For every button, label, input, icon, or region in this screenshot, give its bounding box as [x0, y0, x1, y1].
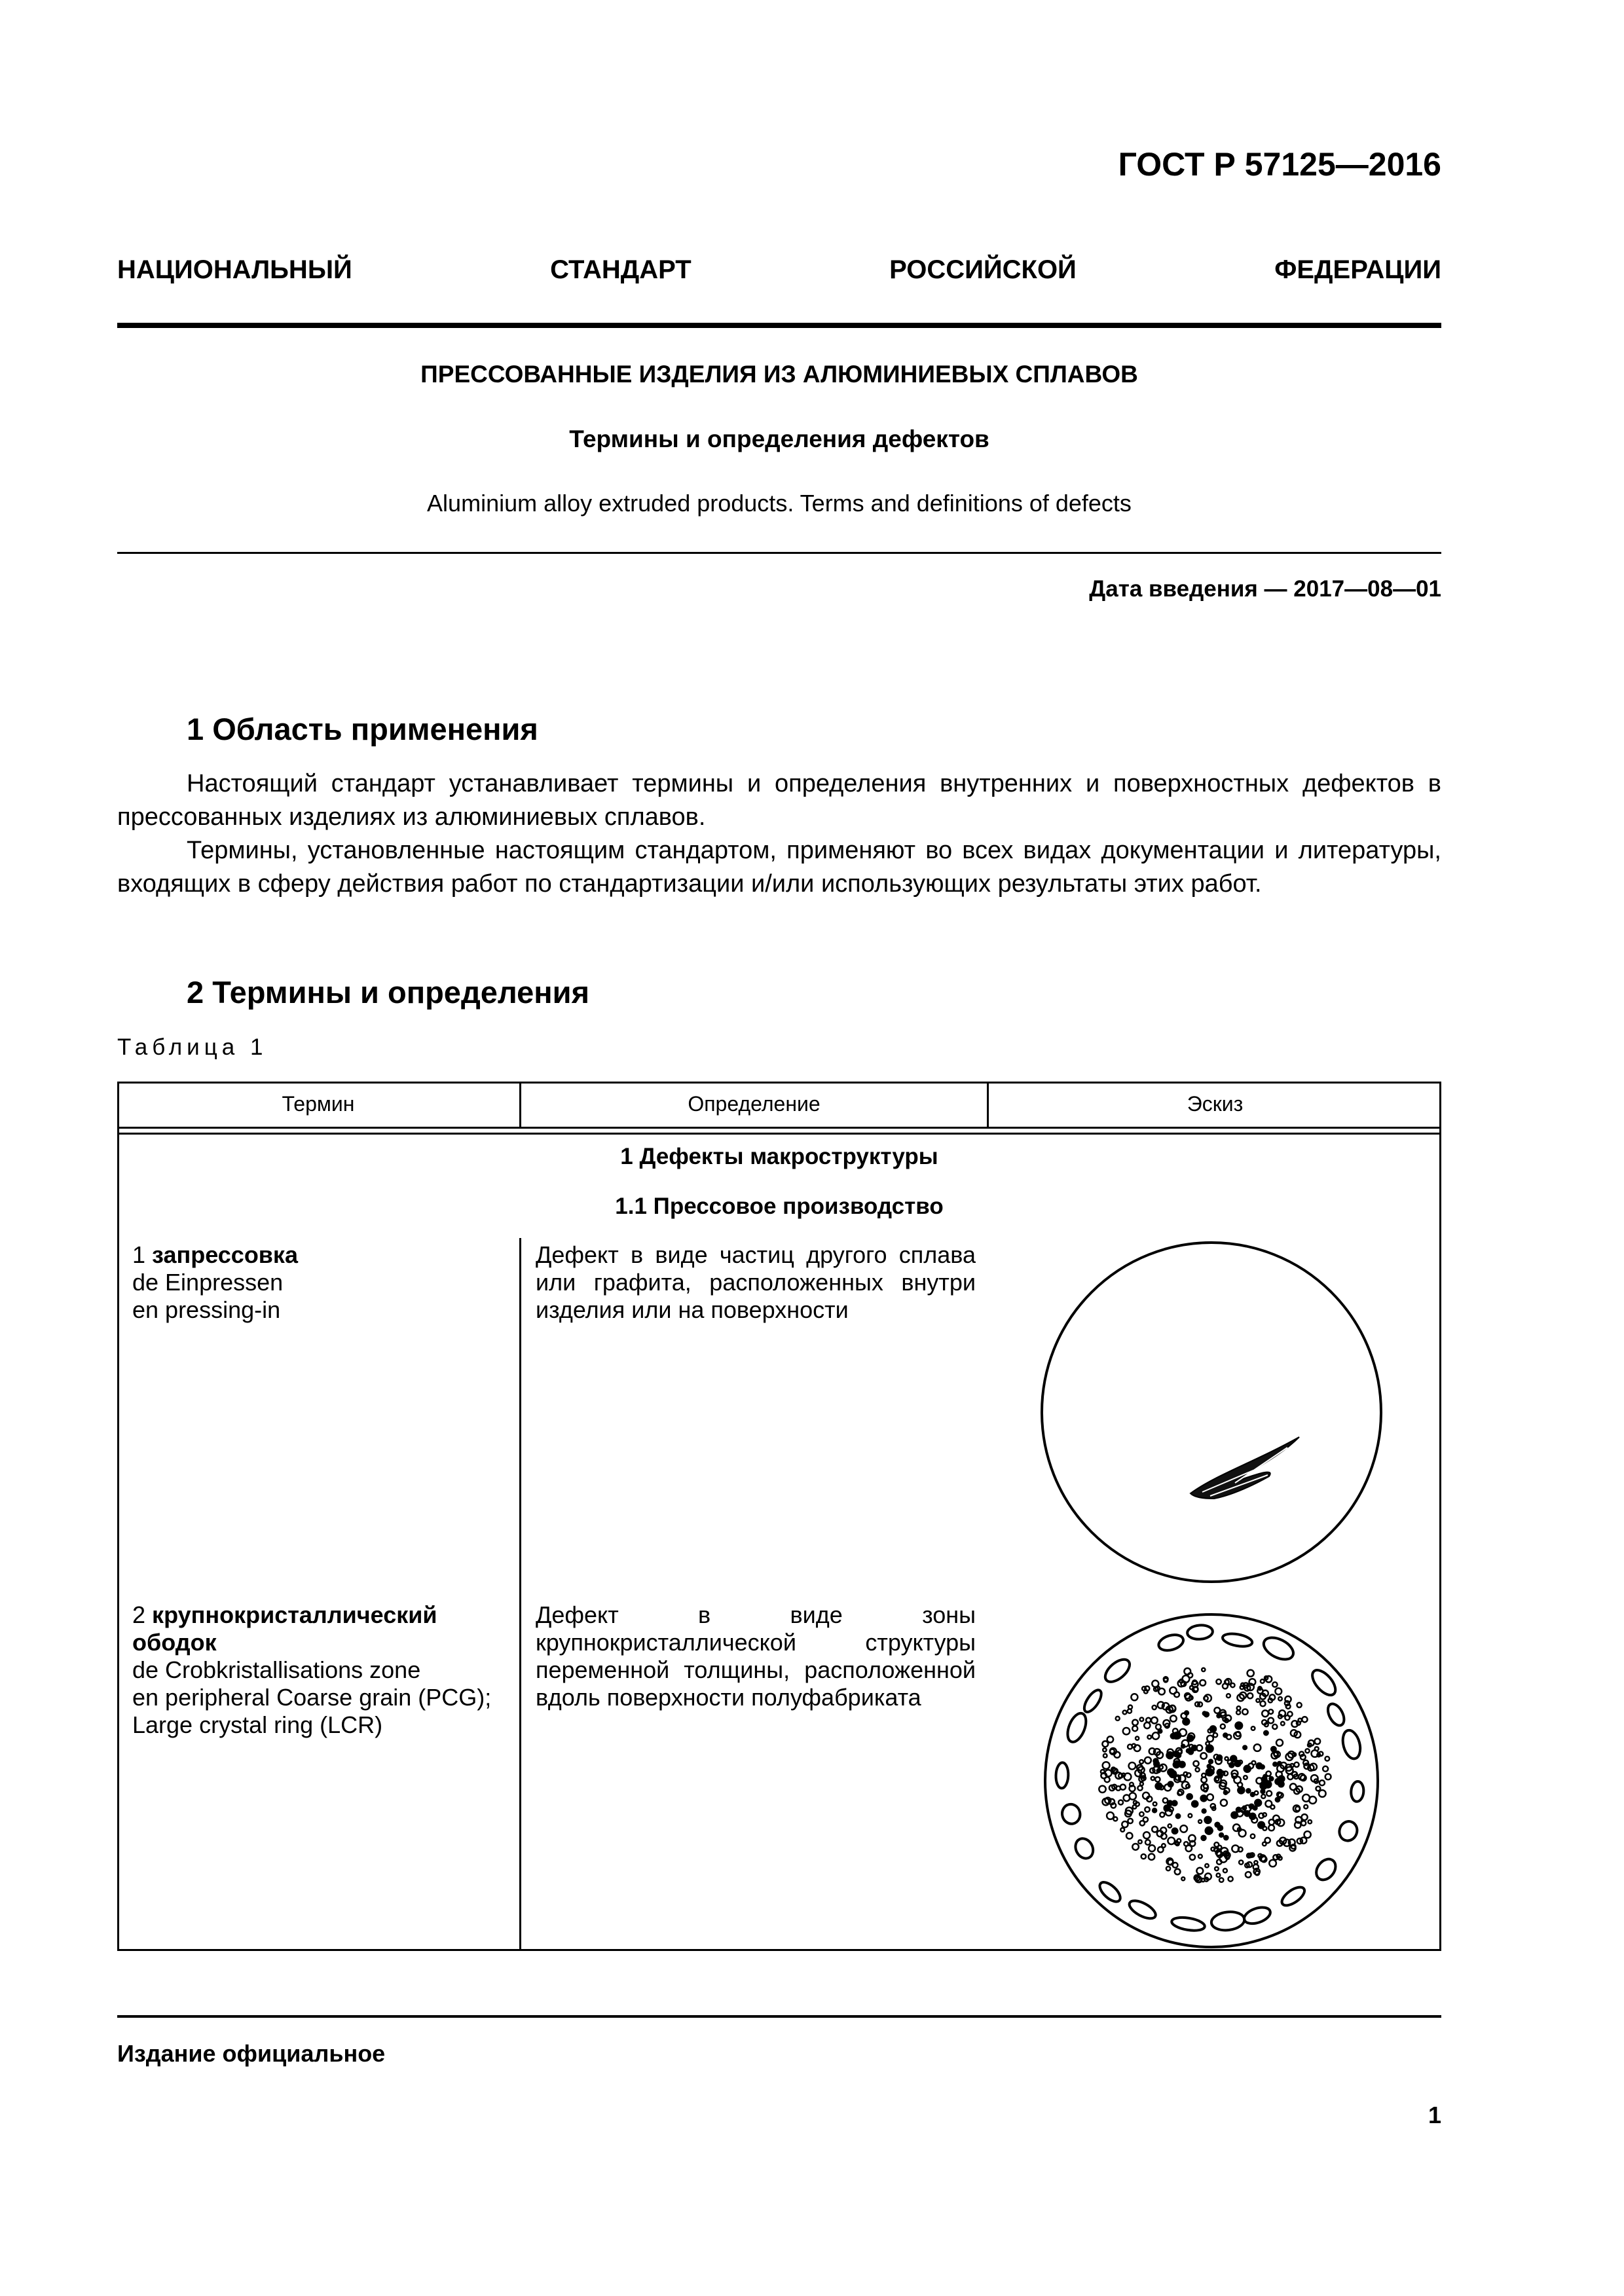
coarse-grain — [1210, 1910, 1245, 1932]
table-header-sketch: Эскиз — [1187, 1092, 1244, 1116]
fine-grain — [1200, 1753, 1206, 1758]
fine-grain — [1187, 1794, 1192, 1799]
fine-grain — [1251, 1834, 1255, 1838]
fine-grain — [1175, 1869, 1181, 1875]
fine-grain — [1266, 1791, 1272, 1796]
table-header-definition: Определение — [688, 1092, 821, 1116]
fine-grain — [1200, 1680, 1206, 1686]
fine-grain — [1193, 1761, 1198, 1766]
paragraph-text: Настоящий стандарт устанавливает термины и определения внутренних и поверхностных дефектов в прессованных изделиях из алюминиевых сплавов. — [117, 770, 1441, 831]
fine-grain — [1215, 1777, 1219, 1781]
fine-grain — [1206, 1745, 1213, 1753]
fine-grain — [1204, 1712, 1209, 1717]
fine-grain — [1184, 1772, 1188, 1776]
term-name: запрессовка — [152, 1241, 298, 1268]
fine-grain — [1295, 1806, 1300, 1811]
fine-grain — [1181, 1877, 1185, 1880]
fine-grain — [1302, 1717, 1307, 1722]
coarse-grain — [1337, 1819, 1359, 1843]
fine-grain — [1213, 1733, 1217, 1737]
coarse-grain — [1187, 1624, 1213, 1640]
fine-grain — [1164, 1677, 1168, 1681]
fine-grain — [1281, 1722, 1285, 1726]
fine-grain — [1221, 1800, 1227, 1806]
fine-grain — [1103, 1762, 1110, 1769]
fine-grain — [1172, 1801, 1177, 1806]
fine-grain — [1128, 1819, 1132, 1823]
document-subtitle: Термины и определения дефектов — [569, 426, 989, 452]
fine-grain — [1228, 1876, 1233, 1881]
fine-grain — [1215, 1823, 1220, 1827]
fine-grain — [1252, 1761, 1256, 1765]
fine-grain — [1243, 1746, 1247, 1750]
fine-grain — [1238, 1787, 1244, 1794]
fine-grain — [1138, 1840, 1141, 1844]
fine-grain — [1301, 1755, 1306, 1760]
coarse-grain — [1081, 1687, 1105, 1715]
fine-grain — [1153, 1705, 1156, 1709]
fine-grain — [1145, 1840, 1151, 1845]
fine-grain — [1269, 1860, 1276, 1867]
fine-grain — [1152, 1681, 1158, 1687]
fine-grain — [1196, 1868, 1203, 1874]
document-title-english: Aluminium alloy extruded products. Terms and definitions of defects — [427, 490, 1132, 517]
fine-grain — [1139, 1812, 1143, 1816]
fine-grain — [1234, 1777, 1240, 1783]
term-name: крупнокристаллический ободок — [132, 1601, 437, 1656]
table-header-rule — [117, 1133, 1441, 1135]
table-row-2-term — [132, 1601, 512, 1739]
fine-grain — [1137, 1786, 1142, 1791]
fine-grain — [1273, 1762, 1277, 1766]
fine-grain — [1168, 1769, 1174, 1776]
fine-grain — [1103, 1748, 1106, 1751]
fine-grain — [1180, 1825, 1187, 1832]
table-subgroup-heading: 1.1 Прессовое производство — [615, 1194, 944, 1219]
table-row-2-definition: Дефект в виде зоны крупнокристаллической структуры переменной толщины, расположенной вдоль поверхности полуфабриката — [536, 1601, 976, 1711]
fine-grain — [1263, 1842, 1266, 1846]
fine-grain — [1205, 1864, 1208, 1867]
fine-grain — [1145, 1757, 1151, 1764]
fine-grain — [1176, 1814, 1180, 1818]
fine-grain — [1132, 1726, 1137, 1731]
fine-grain — [1261, 1679, 1264, 1683]
fine-grain — [1325, 1774, 1331, 1780]
fine-grain — [1132, 1844, 1139, 1850]
fine-grain — [1189, 1814, 1192, 1818]
coarse-grain — [1350, 1781, 1364, 1802]
fine-grain — [1227, 1735, 1231, 1740]
coarse-grain-ring-icon — [1041, 1611, 1382, 1951]
fine-grain — [1227, 1694, 1230, 1698]
coarse-grain — [1056, 1762, 1069, 1789]
fine-grain — [1116, 1717, 1120, 1721]
fine-grain — [1122, 1821, 1128, 1827]
fine-grain — [1217, 1874, 1221, 1878]
fine-grain — [1275, 1688, 1282, 1695]
fine-grain — [1198, 1855, 1202, 1859]
fine-grain — [1149, 1845, 1155, 1851]
fine-grain — [1228, 1760, 1232, 1764]
table-row-1-definition: Дефект в виде частиц другого сплава или графита, расположенных внутри изделия или на поверхности — [536, 1241, 976, 1323]
fine-grain — [1247, 1693, 1253, 1698]
fine-grain — [1099, 1786, 1105, 1793]
fine-grain — [1271, 1747, 1276, 1751]
fine-grain — [1124, 1795, 1130, 1802]
fine-grain — [1202, 1774, 1206, 1777]
fine-grain — [1270, 1777, 1274, 1781]
coarse-grain — [1279, 1884, 1308, 1908]
fine-grain — [1287, 1711, 1292, 1716]
fine-grain — [1294, 1762, 1299, 1767]
fine-grain — [1261, 1795, 1265, 1798]
fine-grain — [1245, 1811, 1250, 1816]
fine-grain — [1268, 1825, 1274, 1831]
fine-grain — [1278, 1697, 1282, 1701]
fine-grain — [1158, 1688, 1165, 1695]
fine-grain — [1225, 1680, 1229, 1685]
fine-grain — [1297, 1703, 1302, 1707]
circle-with-inclusion-icon — [1039, 1239, 1384, 1585]
fine-grain — [1135, 1802, 1139, 1806]
fine-grain — [1152, 1827, 1158, 1832]
fine-grain — [1123, 1728, 1130, 1734]
fine-grain — [1156, 1724, 1161, 1730]
coarse-grain — [1312, 1855, 1339, 1884]
fine-grain — [1244, 1776, 1247, 1779]
fine-grain — [1269, 1819, 1274, 1825]
fine-grain — [1305, 1749, 1309, 1753]
fine-grain — [1192, 1801, 1198, 1807]
fine-grain — [1110, 1749, 1115, 1754]
fine-grain — [1315, 1747, 1319, 1751]
footer-rule — [117, 2015, 1441, 2018]
term-english: en pressing-in — [132, 1296, 281, 1323]
section-1-paragraph-2 — [117, 834, 1441, 901]
fine-grain — [1237, 1706, 1241, 1710]
fine-grain — [1142, 1686, 1146, 1690]
fine-grain — [1131, 1694, 1137, 1700]
fine-grain — [1239, 1830, 1246, 1837]
fine-grain — [1157, 1769, 1160, 1772]
fine-grain — [1286, 1704, 1291, 1709]
fine-grain — [1261, 1789, 1265, 1793]
coarse-grain — [1260, 1633, 1297, 1664]
fine-grain — [1239, 1861, 1243, 1865]
fine-grain — [1153, 1802, 1157, 1806]
document-code: ГОСТ Р 57125—2016 — [1118, 146, 1441, 183]
term-german: de Einpressen — [132, 1269, 284, 1296]
fine-grain — [1201, 1795, 1207, 1801]
fine-grain — [1140, 1718, 1144, 1722]
fine-grain — [1236, 1722, 1243, 1730]
fine-grain — [1209, 1760, 1213, 1764]
coarse-grain — [1127, 1897, 1158, 1922]
fine-grain — [1126, 1832, 1132, 1838]
fine-grain — [1123, 1711, 1127, 1715]
fine-grain — [1255, 1800, 1261, 1806]
fine-grain — [1185, 1711, 1189, 1715]
page-number: 1 — [1428, 2102, 1441, 2128]
fine-grain — [1132, 1720, 1138, 1726]
paragraph-text: Термины, установленные настоящим стандартом, применяют во всех видах документации и литературы, входящих в сферу действия работ по стандартизации и/или использующих результаты этих работ. — [117, 837, 1441, 898]
fine-grain — [1254, 1744, 1261, 1751]
fine-grain — [1153, 1732, 1159, 1739]
fine-grain — [1206, 1827, 1213, 1834]
fine-grain — [1183, 1719, 1189, 1725]
fine-grain — [1144, 1722, 1150, 1728]
fine-grain — [1190, 1841, 1195, 1846]
coarse-grain — [1340, 1728, 1363, 1760]
fine-grain — [1302, 1795, 1310, 1802]
fine-grain — [1181, 1745, 1185, 1748]
fine-grain — [1315, 1739, 1321, 1745]
fine-grain — [1259, 1813, 1264, 1819]
fine-grain — [1168, 1824, 1172, 1827]
fine-grain — [1168, 1838, 1175, 1845]
fine-grain — [1160, 1812, 1164, 1817]
fine-grain — [1190, 1855, 1195, 1860]
fine-grain — [1147, 1736, 1151, 1740]
fine-grain — [1210, 1726, 1216, 1732]
fine-grain — [1254, 1861, 1257, 1864]
fine-grain — [1120, 1828, 1124, 1832]
coarse-grain — [1097, 1879, 1124, 1905]
fine-grain — [1247, 1670, 1254, 1677]
fine-grain — [1223, 1772, 1228, 1776]
fine-grain — [1216, 1679, 1221, 1684]
table-header-term: Термин — [282, 1092, 355, 1116]
fine-grain — [1219, 1774, 1223, 1778]
fine-grain — [1266, 1772, 1270, 1776]
term-english-alt: Large crystal ring (LCR) — [132, 1711, 383, 1738]
fine-grain — [1151, 1777, 1154, 1780]
fine-grain — [1242, 1709, 1247, 1715]
fine-grain — [1151, 1717, 1158, 1724]
fine-grain — [1174, 1732, 1181, 1739]
coarse-grain — [1325, 1701, 1348, 1728]
fine-grain — [1219, 1833, 1223, 1837]
fine-grain — [1325, 1757, 1330, 1761]
fine-grain — [1120, 1785, 1126, 1790]
fine-grain — [1215, 1867, 1219, 1871]
fine-grain — [1253, 1806, 1257, 1810]
fine-grain — [1205, 1817, 1211, 1823]
fine-grain — [1129, 1762, 1136, 1770]
fine-grain — [1262, 1777, 1267, 1782]
fine-grain — [1172, 1829, 1177, 1834]
fine-grain — [1170, 1715, 1177, 1722]
fine-grain — [1236, 1711, 1240, 1715]
standard-banner: НАЦИОНАЛЬНЫЙ СТАНДАРТ РОССИЙСКОЙ ФЕДЕРАЦИИ — [117, 255, 1441, 284]
fine-grain — [1287, 1774, 1293, 1779]
fine-grain — [1223, 1868, 1227, 1872]
fine-grain — [1103, 1754, 1107, 1758]
fine-grain — [1149, 1854, 1154, 1860]
fine-grain — [1235, 1760, 1241, 1766]
fine-grain — [1186, 1785, 1190, 1789]
fine-grain — [1143, 1832, 1150, 1838]
fine-grain — [1163, 1798, 1168, 1802]
fine-grain — [1308, 1820, 1312, 1823]
fine-grain — [1218, 1846, 1222, 1850]
term-english: en peripheral Coarse grain (PCG); — [132, 1684, 492, 1711]
table-header-rule — [117, 1127, 1441, 1129]
table-row-1-term — [132, 1241, 512, 1324]
coarse-grain — [1064, 1711, 1090, 1745]
fine-grain — [1107, 1736, 1113, 1742]
fine-grain — [1207, 1736, 1213, 1742]
fine-grain — [1225, 1757, 1228, 1760]
table-divider — [519, 1238, 521, 1951]
fine-grain — [1261, 1701, 1266, 1706]
fine-grain — [1261, 1783, 1267, 1789]
header-rule — [117, 323, 1441, 328]
fine-grain — [1155, 1777, 1160, 1781]
fine-grain — [1214, 1848, 1217, 1851]
fine-grain — [1158, 1847, 1163, 1852]
fine-grain — [1277, 1793, 1282, 1797]
fine-grain — [1319, 1790, 1326, 1797]
fine-grain — [1304, 1805, 1308, 1809]
term-number: 1 — [132, 1241, 146, 1268]
coarse-grain — [1221, 1631, 1253, 1649]
fine-grain — [1257, 1763, 1262, 1768]
fine-grain — [1166, 1867, 1170, 1870]
fine-grain — [1145, 1807, 1149, 1812]
fine-grain — [1265, 1800, 1272, 1807]
fine-grain — [1187, 1749, 1190, 1753]
coarse-grain — [1242, 1904, 1272, 1927]
fine-grain — [1107, 1812, 1114, 1819]
term-number: 2 — [132, 1601, 146, 1628]
fine-grain — [1268, 1709, 1273, 1714]
fine-grain — [1111, 1803, 1116, 1808]
fine-grain — [1246, 1789, 1250, 1793]
fine-grain — [1255, 1791, 1259, 1795]
document-title: ПРЕССОВАННЫЕ ИЗДЕЛИЯ ИЗ АЛЮМИНИЕВЫХ СПЛАВОВ — [420, 361, 1138, 388]
fine-grain — [1206, 1769, 1213, 1776]
fine-grain — [1135, 1737, 1139, 1740]
fine-grain — [1262, 1710, 1268, 1717]
fine-grain — [1256, 1699, 1259, 1702]
fine-grain — [1278, 1762, 1281, 1765]
coarse-grain — [1157, 1632, 1185, 1653]
fine-grain — [1202, 1836, 1206, 1840]
fine-grain — [1130, 1783, 1134, 1787]
coarse-grain — [1060, 1802, 1082, 1825]
fine-grain — [1128, 1709, 1132, 1713]
fine-grain — [1202, 1809, 1206, 1813]
section-1-heading: 1 Область применения — [187, 712, 538, 746]
fine-grain — [1153, 1808, 1156, 1812]
fine-grain — [1219, 1878, 1223, 1882]
fine-grain — [1154, 1761, 1159, 1766]
fine-grain — [1272, 1724, 1277, 1729]
section-1-paragraph-1 — [117, 767, 1441, 834]
fine-grain — [1139, 1760, 1143, 1764]
introduction-date: Дата введения — 2017—08—01 — [1089, 576, 1441, 602]
fine-grain — [1128, 1745, 1132, 1749]
fine-grain — [1246, 1872, 1251, 1878]
fine-grain — [1198, 1820, 1202, 1823]
term-german: de Crobkristallisations zone — [132, 1656, 421, 1683]
fine-grain — [1176, 1753, 1181, 1757]
fine-grain — [1196, 1768, 1200, 1772]
fine-grain — [1221, 1724, 1225, 1729]
fine-grain — [1118, 1800, 1123, 1805]
fine-grain — [1276, 1740, 1283, 1746]
fine-grain — [1251, 1726, 1255, 1730]
table-caption: Таблица 1 — [117, 1034, 268, 1060]
fine-grain — [1291, 1844, 1296, 1849]
fine-grain — [1217, 1714, 1221, 1717]
fine-grain — [1264, 1731, 1268, 1735]
fine-grain — [1207, 1794, 1213, 1800]
title-rule — [117, 552, 1441, 554]
fine-grain — [1140, 1821, 1145, 1825]
fine-grain — [1141, 1854, 1146, 1859]
coarse-grain — [1101, 1655, 1134, 1686]
fine-grain — [1224, 1836, 1228, 1840]
fine-grain — [1177, 1791, 1182, 1796]
fine-grain — [1263, 1827, 1267, 1831]
coarse-grain — [1171, 1916, 1206, 1933]
edition-note: Издание официальное — [117, 2040, 386, 2067]
fine-grain — [1320, 1780, 1325, 1785]
table-group-heading: 1 Дефекты макроструктуры — [620, 1144, 938, 1169]
fine-grain — [1268, 1698, 1272, 1702]
section-2-heading: 2 Термины и определения — [187, 975, 589, 1010]
fine-grain — [1268, 1718, 1274, 1724]
coarse-grain — [1072, 1836, 1096, 1862]
fine-grain — [1272, 1682, 1277, 1686]
fine-grain — [1202, 1668, 1205, 1671]
fine-grain — [1184, 1668, 1190, 1675]
fine-grain — [1323, 1766, 1328, 1772]
fine-grain — [1174, 1692, 1179, 1698]
